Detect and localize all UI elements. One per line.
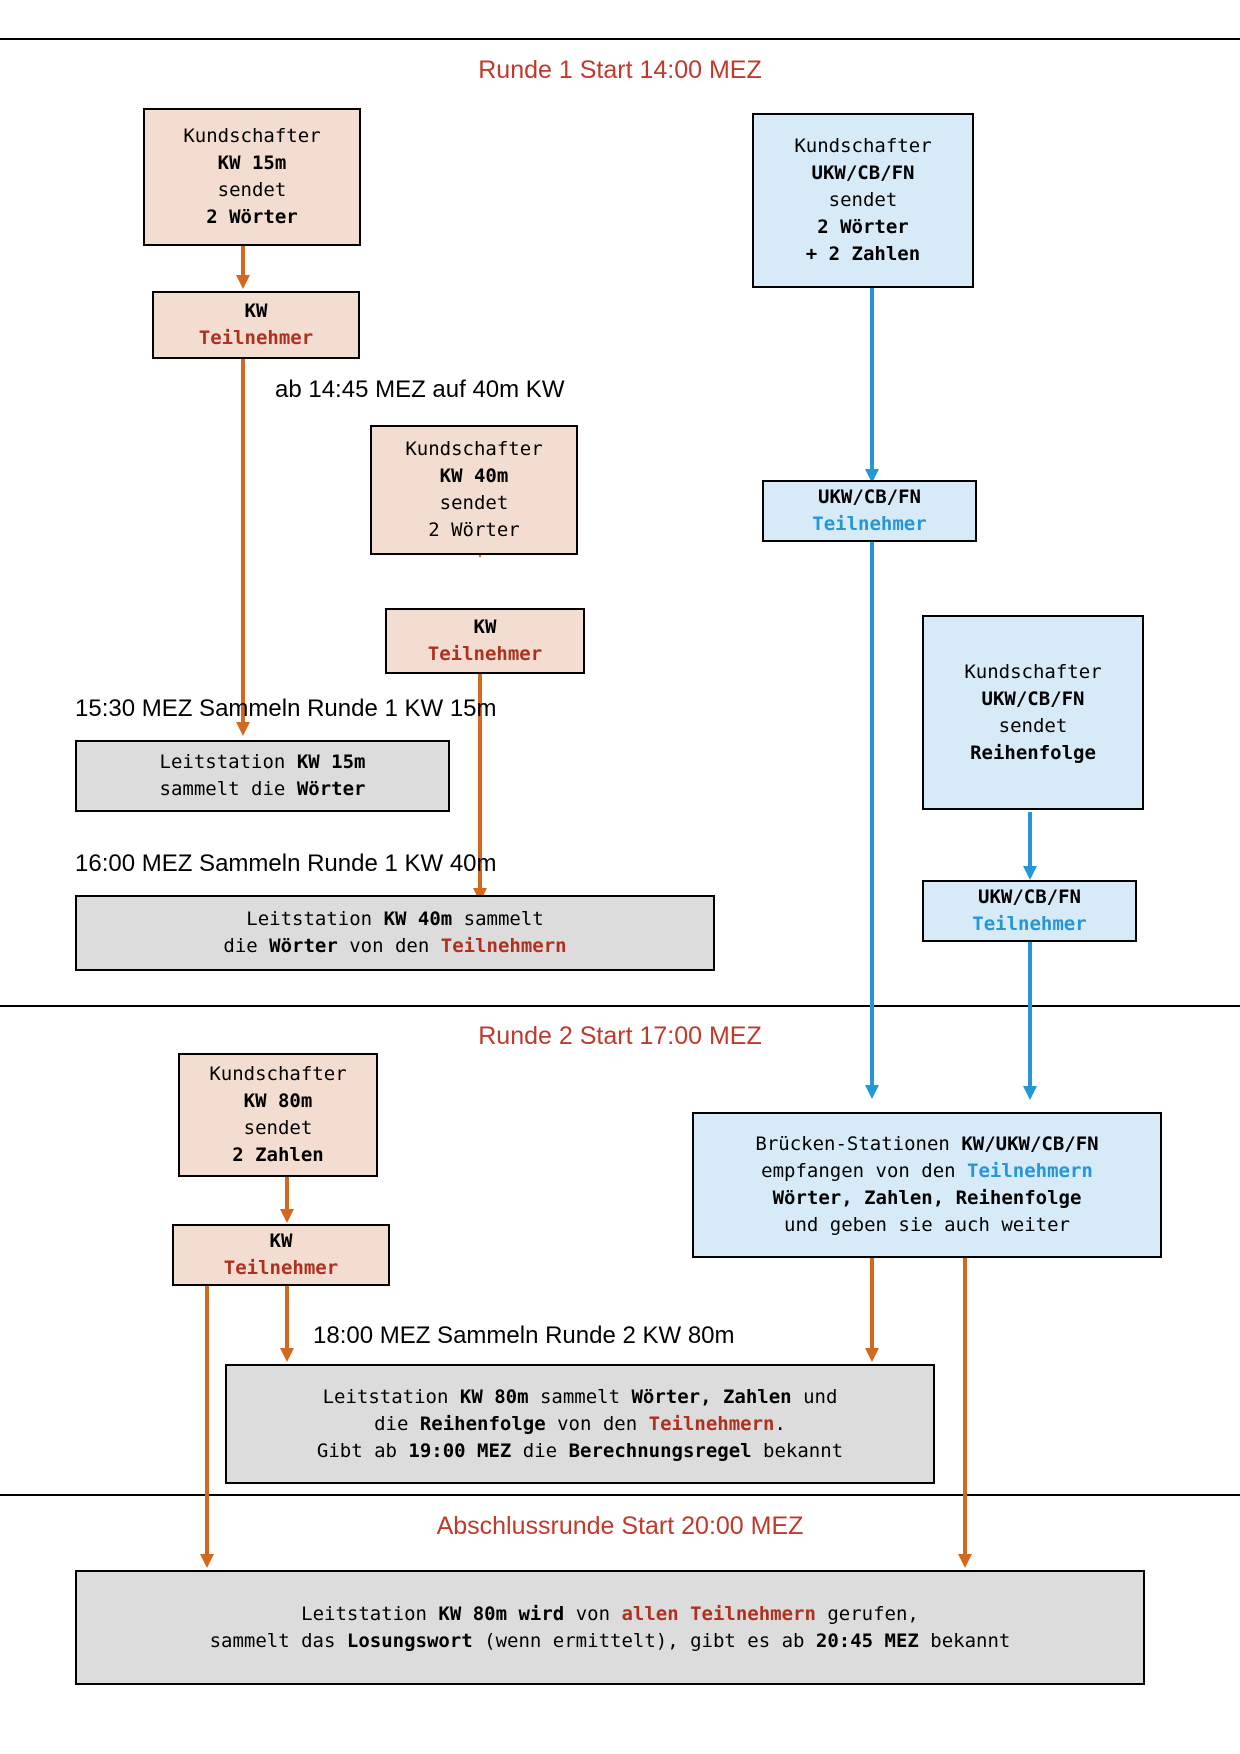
box-scout-kw80m: [178, 1053, 378, 1177]
label-collect-80m: 18:00 MEZ Sammeln Runde 2 KW 80m: [313, 1322, 735, 1349]
divider-final: [0, 1494, 1240, 1496]
label-switch-40m: ab 14:45 MEZ auf 40m KW: [275, 376, 565, 403]
divider-round2: [0, 1005, 1240, 1007]
ukw-participant-2-line2: Teilnehmer: [972, 913, 1087, 935]
scout-ukw-line2: UKW/CB/FN: [811, 162, 915, 184]
box-ukw-participant-2: [922, 880, 1137, 942]
leitstation80-line1: Leitstation KW 80m sammelt Wörter, Zahlen und: [322, 1385, 838, 1408]
divider-top: [0, 38, 1240, 40]
scout-order-line2: UKW/CB/FN: [981, 687, 1085, 710]
arrow-participant3-to-final: [197, 1284, 217, 1570]
scout-kw15-line2: KW 15m: [217, 152, 287, 174]
box-kw-participant-2: [385, 608, 585, 674]
kw-participant-1-line2: Teilnehmer: [198, 327, 314, 349]
bridge-line3: Wörter, Zahlen, Reihenfolge: [772, 1187, 1082, 1209]
scout-kw40-line4: 2 Wörter: [428, 519, 520, 541]
ukw-participant-1-line2: Teilnehmer: [812, 513, 927, 535]
box-ukw-participant-1: [762, 480, 977, 542]
scout-kw80-line4: 2 Zahlen: [232, 1144, 324, 1166]
kw-participant-3-line2: Teilnehmer: [223, 1257, 339, 1279]
leitstation15-line1: Leitstation KW 15m: [159, 751, 366, 773]
scout-kw15-line3: sendet: [217, 179, 287, 201]
leitstation80-line3: Gibt ab 19:00 MEZ die Berechnungsregel bekannt: [316, 1439, 844, 1462]
arrow-ukwparticipant2-to-bridge: [1020, 942, 1040, 1102]
section-title-final: Abschlussrunde Start 20:00 MEZ: [436, 1512, 804, 1540]
scout-kw80-line1: Kundschafter: [209, 1063, 347, 1085]
scout-ukw-line5: + 2 Zahlen: [805, 243, 921, 265]
box-scout-kw15m: [143, 108, 361, 246]
scout-order-line1: Kundschafter: [964, 660, 1102, 683]
kw-participant-1-line1: KW: [244, 300, 268, 322]
scout-order-line3: sendet: [998, 714, 1068, 737]
arrow-bridge-to-leitstation80: [862, 1258, 882, 1364]
scout-ukw-line3: sendet: [828, 189, 898, 211]
label-collect-15m: 15:30 MEZ Sammeln Runde 1 KW 15m: [75, 695, 497, 722]
scout-order-line4: Reihenfolge: [970, 741, 1096, 764]
scout-kw80-line2: KW 80m: [243, 1090, 313, 1112]
arrow-participant-to-leitstation15: [233, 348, 253, 738]
box-leitstation-kw80m: [225, 1364, 935, 1484]
arrow-bridge-to-final: [955, 1258, 975, 1570]
bridge-line1: Brücken-Stationen KW/UKW/CB/FN: [755, 1133, 1099, 1155]
arrow-scout15-to-participant: [233, 243, 253, 291]
arrow-participant3-to-leitstation80: [277, 1284, 297, 1364]
scout-kw15-line4: 2 Wörter: [206, 206, 298, 228]
box-scout-ukw: [752, 113, 974, 288]
scout-kw15-line1: Kundschafter: [183, 125, 321, 147]
bridge-line2: empfangen von den Teilnehmern: [761, 1160, 1093, 1182]
arrow-scout80-to-participant: [277, 1177, 297, 1225]
leitstation40-line2: die Wörter von den Teilnehmern: [223, 935, 567, 957]
scout-ukw-line4: 2 Wörter: [817, 216, 909, 238]
arrow-scoutorder-to-participant: [1020, 812, 1040, 882]
scout-kw40-line2: KW 40m: [439, 465, 509, 487]
box-kw-participant-3: [172, 1224, 390, 1286]
final-line2: sammelt das Losungswort (wenn ermittelt), gibt es ab 20:45 MEZ bekannt: [209, 1629, 1011, 1652]
box-leitstation-kw15m: [75, 740, 450, 812]
ukw-participant-1-line1: UKW/CB/FN: [818, 486, 921, 508]
leitstation80-line2: die Reihenfolge von den Teilnehmern.: [374, 1412, 786, 1435]
box-final-leitstation: [75, 1570, 1145, 1685]
kw-participant-2-line1: KW: [473, 616, 497, 638]
scout-ukw-line1: Kundschafter: [794, 135, 932, 157]
leitstation40-line1: Leitstation KW 40m sammelt: [246, 908, 544, 930]
box-scout-kw40m: [370, 425, 578, 555]
box-bridge-stations: [692, 1112, 1162, 1258]
arrow-ukwparticipant-to-bridge: [862, 535, 882, 1101]
kw-participant-3-line1: KW: [269, 1230, 293, 1252]
bridge-line4: und geben sie auch weiter: [784, 1214, 1070, 1236]
section-title-round1: Runde 1 Start 14:00 MEZ: [478, 56, 762, 84]
final-line1: Leitstation KW 80m wird von allen Teilnehmern gerufen,: [301, 1602, 919, 1625]
leitstation15-line2: sammelt die Wörter: [159, 778, 366, 800]
section-title-round2: Runde 2 Start 17:00 MEZ: [478, 1022, 762, 1050]
scout-kw80-line3: sendet: [243, 1117, 313, 1139]
ukw-participant-2-line1: UKW/CB/FN: [978, 886, 1081, 908]
scout-kw40-line3: sendet: [439, 492, 509, 514]
box-kw-participant-1: [152, 291, 360, 359]
arrow-scoutukw-to-participant: [862, 285, 882, 485]
label-collect-40m: 16:00 MEZ Sammeln Runde 1 KW 40m: [75, 850, 497, 877]
kw-participant-2-line2: Teilnehmer: [427, 643, 543, 665]
scout-kw40-line1: Kundschafter: [405, 438, 543, 460]
box-scout-ukw-order: [922, 615, 1144, 810]
box-leitstation-kw40m: [75, 895, 715, 971]
